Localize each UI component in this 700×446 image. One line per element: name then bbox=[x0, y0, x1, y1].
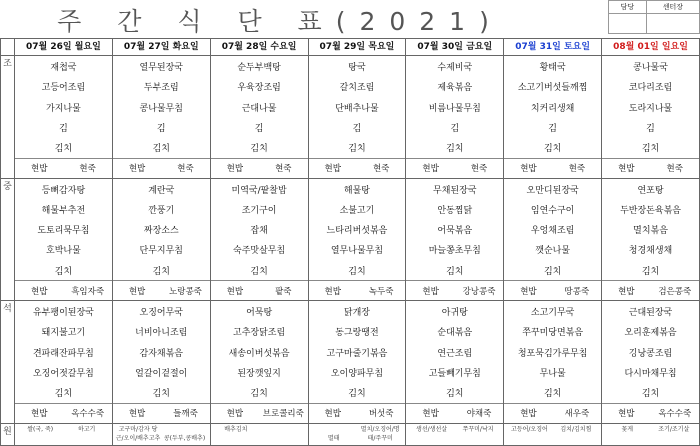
dish-item: 임연수구이 bbox=[530, 205, 575, 216]
dish-item: 닭개장 bbox=[343, 308, 370, 318]
approval-label-manager: 담당 bbox=[609, 1, 647, 14]
rice-porridge-row bbox=[309, 280, 406, 300]
dish-item: 고구마줄기볶음 bbox=[326, 348, 388, 359]
menu-cell bbox=[15, 178, 113, 300]
rice-item: 현밥 bbox=[422, 409, 439, 420]
origin-cell bbox=[406, 423, 504, 445]
dish-item: 김치 bbox=[543, 266, 562, 277]
dish-item: 근대된장국 bbox=[628, 308, 673, 318]
approval-stamp-director[interactable] bbox=[646, 14, 699, 34]
dish-item: 단배추나물 bbox=[335, 103, 379, 114]
origin-text: 하고기 bbox=[77, 425, 96, 433]
approval-box bbox=[608, 0, 700, 34]
dish-item: 어묵볶음 bbox=[437, 226, 473, 237]
porridge-item: 현죽 bbox=[470, 164, 488, 175]
day-header: 08월 01일 일요일 bbox=[602, 39, 700, 56]
rice-porridge-row bbox=[504, 158, 601, 178]
origin-text: 멸태 bbox=[327, 434, 340, 442]
porridge-item: 옥수수죽 bbox=[658, 409, 692, 420]
dish-item: 수제비국 bbox=[437, 63, 473, 74]
dish-item: 멸치볶음 bbox=[633, 226, 668, 237]
dish-item: 김치 bbox=[446, 144, 464, 155]
dish-item: 김치 bbox=[348, 389, 366, 400]
rice-item: 현밥 bbox=[520, 409, 537, 420]
dish-item: 열무나물무침 bbox=[330, 246, 384, 257]
porridge-item: 땅콩죽 bbox=[564, 286, 590, 297]
dish-item: 소고기버섯들깨찜 bbox=[517, 83, 588, 94]
dish-item: 오징어무국 bbox=[139, 308, 183, 318]
dish-item: 오만디된장국 bbox=[526, 185, 579, 196]
dish-item: 갈치조림 bbox=[339, 83, 375, 94]
dish-item: 고추장닭조림 bbox=[233, 328, 286, 339]
menu-cell bbox=[308, 56, 406, 178]
dish-item: 순대볶음 bbox=[437, 328, 473, 339]
menu-cell bbox=[112, 301, 210, 423]
dish-item: 돼지불고기 bbox=[41, 328, 86, 339]
rice-item: 현밥 bbox=[128, 164, 146, 175]
dish-item: 쭈꾸미당면볶음 bbox=[522, 328, 584, 339]
rice-porridge-row bbox=[113, 403, 210, 423]
dish-item: 김치 bbox=[543, 389, 562, 400]
menu-cell bbox=[210, 301, 308, 423]
rice-item: 현밥 bbox=[226, 409, 244, 420]
porridge-item: 현죽 bbox=[666, 164, 683, 175]
dish-item: 비름나물무침 bbox=[428, 103, 481, 114]
dish-item: 재첩국 bbox=[50, 63, 77, 74]
dish-item: 김치 bbox=[641, 389, 660, 400]
porridge-item: 현죽 bbox=[79, 164, 96, 175]
rice-porridge-row bbox=[15, 158, 112, 178]
dish-item: 김치 bbox=[152, 144, 170, 155]
dish-item: 콩나물국 bbox=[633, 63, 668, 74]
porridge-item: 새우죽 bbox=[564, 409, 590, 420]
dish-item: 김 bbox=[450, 123, 460, 134]
dish-item: 김치 bbox=[641, 144, 660, 155]
dish-item: 김치 bbox=[54, 266, 73, 277]
rice-item: 현밥 bbox=[128, 286, 146, 297]
rice-porridge-row bbox=[113, 280, 210, 300]
dish-item: 견파래잔파무침 bbox=[32, 348, 94, 359]
menu-cell bbox=[210, 178, 308, 300]
porridge-item: 옥수수죽 bbox=[71, 409, 105, 420]
dish-item: 해물부추전 bbox=[41, 205, 86, 216]
origin-cell bbox=[308, 423, 406, 445]
approval-label-director: 센터장 bbox=[646, 1, 699, 14]
rice-item: 현밥 bbox=[520, 286, 537, 297]
menu-cell bbox=[406, 56, 504, 178]
porridge-item: 녹두죽 bbox=[368, 286, 394, 297]
rice-item: 현밥 bbox=[422, 286, 439, 297]
origin-cell bbox=[112, 423, 210, 445]
porridge-item: 현죽 bbox=[177, 164, 194, 175]
menu-cell bbox=[504, 56, 602, 178]
menu-cell bbox=[112, 56, 210, 178]
dish-item: 아귀탕 bbox=[441, 308, 468, 318]
rice-item: 현밥 bbox=[324, 409, 341, 420]
meal-label: 석 bbox=[1, 301, 15, 423]
dish-item: 청경채생채 bbox=[628, 246, 673, 257]
dish-item: 탕국 bbox=[348, 63, 366, 74]
origin-label: 원 bbox=[1, 423, 15, 445]
meal-label: 중 bbox=[1, 178, 15, 300]
dish-item: 우엉채조림 bbox=[530, 226, 575, 237]
dish-item: 다시마채무침 bbox=[624, 368, 677, 379]
menu-cell bbox=[406, 178, 504, 300]
rice-porridge-row bbox=[406, 403, 503, 423]
dish-item: 도토리묵무침 bbox=[37, 226, 90, 237]
dish-item: 계란국 bbox=[148, 185, 175, 196]
dish-item: 등뼈감자탕 bbox=[41, 185, 86, 196]
origin-text: 조기/조기살 bbox=[658, 425, 690, 433]
dish-item: 김 bbox=[59, 123, 68, 134]
dish-item: 짜장소스 bbox=[143, 226, 179, 237]
dish-item: 소불고기 bbox=[339, 205, 375, 216]
rice-item: 현밥 bbox=[226, 286, 244, 297]
rice-porridge-row bbox=[602, 403, 699, 423]
dish-item: 김치 bbox=[250, 144, 268, 155]
dish-item: 가지나물 bbox=[46, 103, 81, 114]
porridge-item: 브로콜리죽 bbox=[262, 409, 304, 420]
dish-item: 열무된장국 bbox=[139, 63, 183, 74]
porridge-item: 현죽 bbox=[372, 164, 390, 175]
rice-item: 현밥 bbox=[30, 286, 48, 297]
origin-text: 고등어/오징어 bbox=[510, 425, 548, 433]
dish-item: 황태국 bbox=[539, 63, 566, 74]
dish-item: 미역국/팥찰밥 bbox=[231, 185, 287, 196]
menu-cell bbox=[308, 178, 406, 300]
rice-porridge-row bbox=[309, 158, 406, 178]
dish-item: 오이양파무침 bbox=[330, 368, 384, 379]
page-title: 주 간 식 단 표(2021) bbox=[57, 7, 503, 36]
origin-text: 김치/김치찜 bbox=[560, 425, 592, 433]
dish-item: 김치 bbox=[446, 266, 464, 277]
dish-item: 감자채볶음 bbox=[139, 348, 183, 359]
dish-item: 안동찜닭 bbox=[437, 205, 473, 216]
dish-item: 김치 bbox=[250, 389, 268, 400]
dish-item: 마늘쫑초무침 bbox=[428, 246, 481, 257]
rice-item: 현밥 bbox=[520, 164, 537, 175]
porridge-item: 현죽 bbox=[275, 164, 292, 175]
origin-cell bbox=[504, 423, 602, 445]
rice-porridge-row bbox=[211, 280, 308, 300]
menu-cell bbox=[504, 301, 602, 423]
day-header: 07월 28일 수요일 bbox=[210, 39, 308, 56]
rice-item: 현밥 bbox=[324, 286, 341, 297]
dish-item: 어묵탕 bbox=[246, 308, 273, 318]
dish-item: 연근조림 bbox=[437, 348, 473, 359]
day-header: 07월 30일 금요일 bbox=[406, 39, 504, 56]
porridge-item: 흑임자죽 bbox=[71, 286, 105, 297]
dish-item: 조기구이 bbox=[241, 205, 277, 216]
dish-item: 코다리조림 bbox=[628, 83, 673, 94]
rice-porridge-row bbox=[211, 158, 308, 178]
approval-stamp-manager[interactable] bbox=[609, 14, 647, 34]
rice-item: 현밥 bbox=[618, 164, 635, 175]
dish-item: 동그랑땡전 bbox=[335, 328, 379, 339]
dish-item: 무채된장국 bbox=[433, 185, 477, 196]
dish-item: 깐풍기 bbox=[148, 205, 175, 216]
corner-cell bbox=[1, 39, 15, 56]
rice-item: 현밥 bbox=[618, 409, 635, 420]
porridge-item: 팥죽 bbox=[275, 286, 292, 297]
dish-item: 김치 bbox=[54, 144, 73, 155]
dish-item: 김 bbox=[352, 123, 362, 134]
menu-cell bbox=[112, 178, 210, 300]
dish-item: 새송이버섯볶음 bbox=[228, 348, 290, 359]
dish-item: 근대나물 bbox=[241, 103, 277, 114]
origin-text: 쭈꾸미/낙지 bbox=[462, 425, 494, 433]
origin-text: 배추김치 bbox=[224, 425, 248, 433]
menu-cell bbox=[504, 178, 602, 300]
rice-porridge-row bbox=[406, 158, 503, 178]
day-header: 07월 27일 화요일 bbox=[112, 39, 210, 56]
rice-item: 현밥 bbox=[128, 409, 146, 420]
dish-item: 해물탕 bbox=[343, 185, 370, 196]
weekly-menu-table bbox=[0, 38, 700, 446]
meal-label: 조 bbox=[1, 56, 15, 178]
rice-porridge-row bbox=[602, 280, 699, 300]
dish-item: 김치 bbox=[348, 266, 366, 277]
rice-item: 현밥 bbox=[422, 164, 439, 175]
rice-porridge-row bbox=[406, 280, 503, 300]
porridge-item: 들깨죽 bbox=[173, 409, 198, 420]
origin-text: 생선/생선살 bbox=[416, 425, 448, 433]
day-header: 07월 26일 월요일 bbox=[15, 39, 113, 56]
dish-item: 김치 bbox=[250, 266, 268, 277]
rice-porridge-row bbox=[504, 403, 601, 423]
menu-cell bbox=[406, 301, 504, 423]
origin-cell bbox=[15, 423, 113, 445]
dish-item: 된장깻잎지 bbox=[237, 368, 281, 379]
menu-cell bbox=[602, 178, 700, 300]
dish-item: 유부팽이된장국 bbox=[32, 308, 94, 318]
rice-porridge-row bbox=[309, 403, 406, 423]
dish-item: 김치 bbox=[152, 389, 170, 400]
rice-item: 현밥 bbox=[618, 286, 635, 297]
dish-item: 호박나물 bbox=[46, 246, 81, 257]
rice-porridge-row bbox=[504, 280, 601, 300]
rice-porridge-row bbox=[602, 158, 699, 178]
porridge-item: 버섯죽 bbox=[368, 409, 394, 420]
dish-item: 제육볶음 bbox=[437, 83, 473, 94]
dish-item: 청포묵김가루무침 bbox=[517, 348, 588, 359]
dish-item: 우육장조림 bbox=[237, 83, 281, 94]
dish-item: 무나물 bbox=[539, 368, 566, 379]
dish-item: 김치 bbox=[54, 389, 73, 400]
day-header: 07월 29일 목요일 bbox=[308, 39, 406, 56]
origin-cell bbox=[210, 423, 308, 445]
dish-item: 고등어조림 bbox=[41, 83, 86, 94]
rice-porridge-row bbox=[15, 280, 112, 300]
origin-text: 멸치/오징어/명태/주꾸미 bbox=[360, 425, 400, 442]
dish-item: 치커리생채 bbox=[530, 103, 575, 114]
rice-item: 현밥 bbox=[30, 409, 48, 420]
dish-item: 도라지나물 bbox=[628, 103, 673, 114]
menu-cell bbox=[308, 301, 406, 423]
dish-item: 단무지무침 bbox=[139, 246, 183, 257]
porridge-item: 강낭콩죽 bbox=[462, 286, 496, 297]
menu-cell bbox=[15, 301, 113, 423]
origin-text: 콩(두부,콩배추) bbox=[163, 434, 206, 442]
dish-item: 고들빼기무침 bbox=[428, 368, 481, 379]
dish-item: 김치 bbox=[641, 266, 660, 277]
menu-cell bbox=[15, 56, 113, 178]
origin-text: 고구마/감자 당근/오이/배추고추 bbox=[115, 425, 161, 442]
dish-item: 깻순나물 bbox=[535, 246, 571, 257]
dish-item: 숙주맛살무침 bbox=[233, 246, 286, 257]
dish-item: 너비아니조림 bbox=[135, 328, 188, 339]
rice-porridge-row bbox=[113, 158, 210, 178]
dish-item: 김 bbox=[156, 123, 166, 134]
menu-cell bbox=[602, 301, 700, 423]
dish-item: 소고기무국 bbox=[530, 308, 575, 318]
dish-item: 두반장돈육볶음 bbox=[620, 205, 681, 216]
dish-item: 콩나물무침 bbox=[139, 103, 183, 114]
dish-item: 느타리버섯볶음 bbox=[326, 226, 388, 237]
porridge-item: 현죽 bbox=[568, 164, 586, 175]
rice-item: 현밥 bbox=[324, 164, 341, 175]
dish-item: 김치 bbox=[152, 266, 170, 277]
rice-item: 현밥 bbox=[226, 164, 244, 175]
dish-item: 연포탕 bbox=[637, 185, 664, 196]
origin-cell bbox=[602, 423, 700, 445]
rice-item: 현밥 bbox=[30, 164, 48, 175]
porridge-item: 검은콩죽 bbox=[658, 286, 692, 297]
dish-item: 김 bbox=[548, 123, 557, 134]
menu-cell bbox=[602, 56, 700, 178]
dish-item: 김치 bbox=[446, 389, 464, 400]
rice-porridge-row bbox=[211, 403, 308, 423]
dish-item: 김치 bbox=[348, 144, 366, 155]
dish-item: 김치 bbox=[543, 144, 562, 155]
porridge-item: 야채죽 bbox=[466, 409, 492, 420]
dish-item: 오리훈제볶음 bbox=[624, 328, 677, 339]
dish-item: 순두부백탕 bbox=[237, 63, 281, 74]
porridge-item: 노랑콩죽 bbox=[169, 286, 202, 297]
day-header: 07월 31일 토요일 bbox=[504, 39, 602, 56]
dish-item: 잡채 bbox=[250, 226, 268, 237]
dish-item: 두부조림 bbox=[143, 83, 179, 94]
origin-text: 쌀(국, 죽) bbox=[27, 425, 54, 433]
dish-item: 김 bbox=[254, 123, 264, 134]
dish-item: 오징어젓갈무침 bbox=[32, 368, 94, 379]
dish-item: 깅낭콩조림 bbox=[628, 348, 673, 359]
origin-text: 꽃게 bbox=[621, 425, 634, 433]
dish-item: 김 bbox=[646, 123, 655, 134]
rice-porridge-row bbox=[15, 403, 112, 423]
menu-cell bbox=[210, 56, 308, 178]
dish-item: 얼갈이겉절이 bbox=[135, 368, 188, 379]
